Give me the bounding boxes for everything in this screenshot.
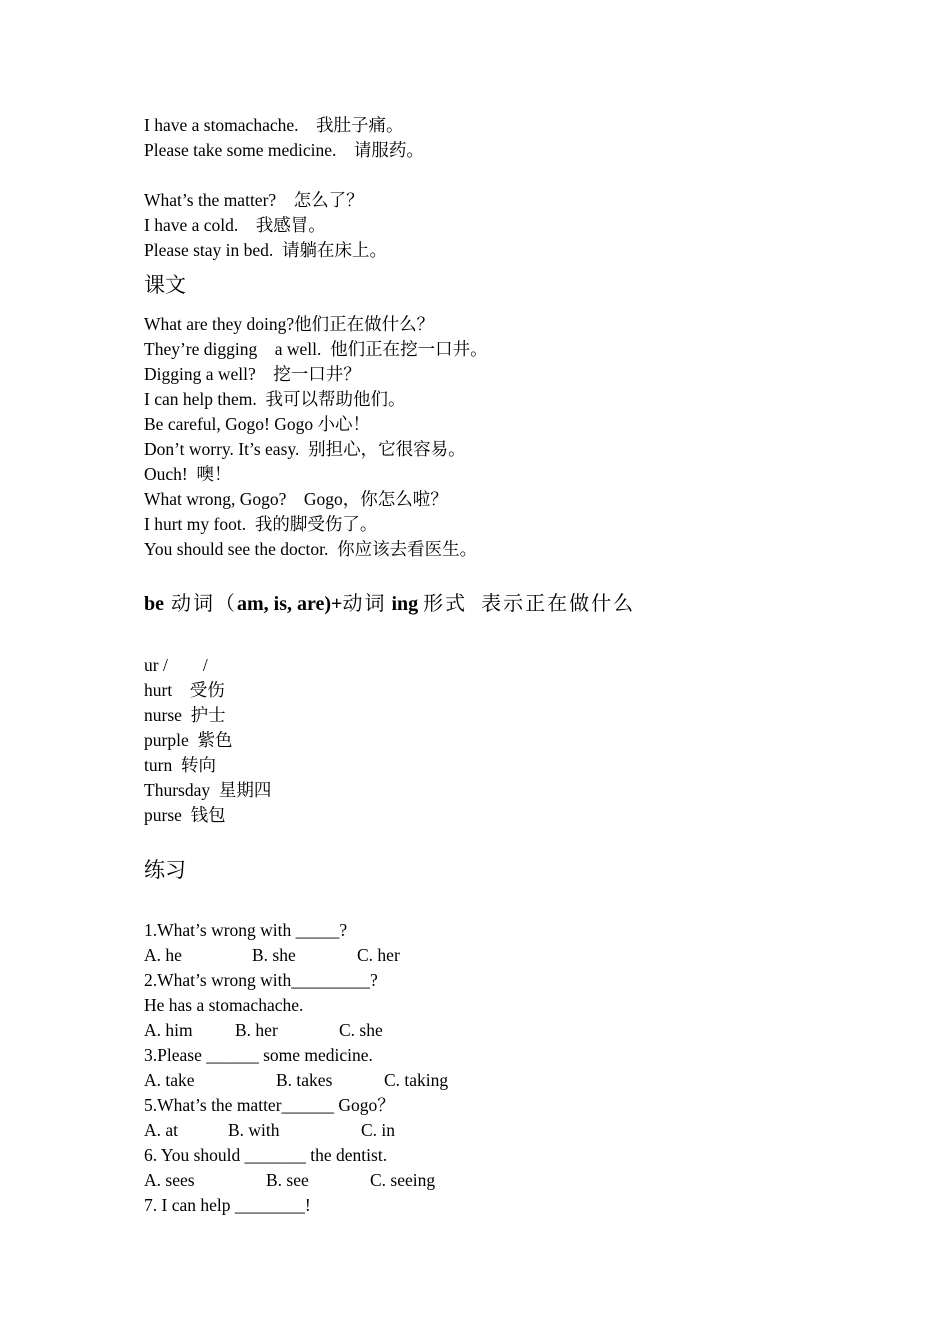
option-c: C. she (339, 1020, 383, 1040)
grammar-verb: 动词 (342, 593, 387, 615)
phonics-line-7: purse 钱包 (144, 805, 226, 825)
text-line-4: I can help them. 我可以帮助他们。 (144, 389, 406, 409)
text-line-9: I hurt my foot. 我的脚受伤了。 (144, 514, 378, 534)
option-a: A. sees (144, 1170, 195, 1190)
text-heading: 课文 (144, 273, 186, 297)
phonics-line-1: ur / / (144, 655, 208, 675)
text-line-2: They’re digging a well. 他们正在挖一口井。 (144, 339, 488, 359)
phonics-line-4: purple 紫色 (144, 730, 233, 750)
phonics-line-2: hurt 受伤 (144, 680, 225, 700)
phonics-line-6: Thursday 星期四 (144, 780, 272, 800)
grammar-verb-open: 动词（ (164, 593, 237, 615)
text-line-7: Ouch! 噢！ (144, 464, 232, 484)
option-b: B. she (252, 945, 296, 965)
exercise-heading: 练习 (144, 858, 186, 882)
option-b: B. her (235, 1020, 278, 1040)
option-a: A. he (144, 945, 182, 965)
option-b: B. takes (276, 1070, 333, 1090)
text-line-5: Be careful, Gogo! Gogo 小心！ (144, 414, 370, 434)
question-1: 1.What’s wrong with _____? (144, 920, 348, 940)
dialog2-line-3: Please stay in bed. 请躺在床上。 (144, 240, 388, 260)
dialog2-line-2: I have a cold. 我感冒。 (144, 215, 326, 235)
option-a: A. at (144, 1120, 179, 1140)
question-7: 7. I can help ________! (144, 1195, 311, 1215)
option-a: A. him (144, 1020, 193, 1040)
option-c: C. her (357, 945, 400, 965)
dialog2-line-1: What’s the matter? 怎么了？ (144, 190, 364, 210)
text-line-3: Digging a well? 挖一口井？ (144, 364, 361, 384)
text-line-10: You should see the doctor. 你应该去看医生。 (144, 539, 478, 559)
question-3: 3.Please ______ some medicine. (144, 1045, 373, 1065)
dialog1-line-2: Please take some medicine. 请服药。 (144, 140, 424, 160)
option-c: C. in (361, 1120, 396, 1140)
phonics-line-3: nurse 护士 (144, 705, 226, 725)
question-6: 6. You should _______ the dentist. (144, 1145, 388, 1165)
grammar-am-is-are: am, is, are)+ (237, 593, 343, 615)
phonics-line-5: turn 转向 (144, 755, 216, 775)
question-5: 5.What’s the matter______ Gogo？ (144, 1095, 395, 1115)
text-line-6: Don’t worry. It’s easy. 别担心，它很容易。 (144, 439, 466, 459)
text-line-8: What wrong, Gogo? Gogo，你怎么啦？ (144, 489, 448, 509)
question-2-statement: He has a stomachache. (144, 995, 304, 1015)
grammar-ing: ing (386, 593, 424, 615)
text-line-1: What are they doing?他们正在做什么？ (144, 314, 435, 334)
grammar-meaning: 形式 表示正在做什么 (423, 593, 636, 615)
question-2: 2.What’s wrong with_________? (144, 970, 378, 990)
option-b: B. with (228, 1120, 280, 1140)
grammar-be: be (144, 593, 164, 615)
dialog1-line-1: I have a stomachache. 我肚子痛。 (144, 115, 404, 135)
option-a: A. take (144, 1070, 195, 1090)
option-b: B. see (266, 1170, 309, 1190)
grammar-rule (144, 590, 635, 618)
option-c: C. taking (384, 1070, 449, 1090)
option-c: C. seeing (370, 1170, 436, 1190)
